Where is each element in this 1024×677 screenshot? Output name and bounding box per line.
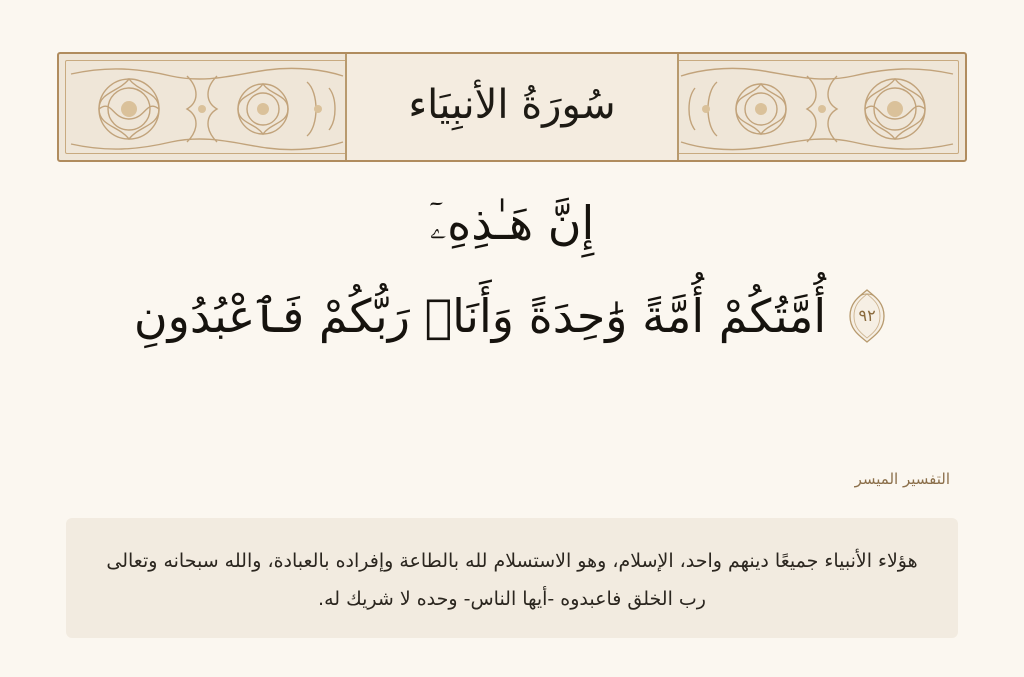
- tafsir-box: [66, 518, 958, 638]
- surah-title-panel: [345, 54, 679, 160]
- surah-title: سُورَةُ الأنبِيَاء: [408, 82, 616, 128]
- tafsir-source-label: التفسير الميسر: [854, 470, 950, 488]
- ayah-line-2-row: [60, 283, 964, 350]
- ayah-line-1: إِنَّ هَـٰذِهِۦٓ: [429, 196, 595, 250]
- surah-header-banner: [57, 52, 967, 162]
- arabesque-ornament-right: [677, 62, 957, 156]
- ayah-block: [60, 190, 964, 349]
- arabesque-ornament-left: [67, 62, 347, 156]
- ayah-number-medallion: [844, 288, 890, 344]
- ayah-line-2-text: أُمَّتُكُمْ أُمَّةً وَٰحِدَةً وَأَنَا۠ رَبُّكُمْ فَٱعْبُدُونِ: [133, 288, 827, 343]
- tafsir-text: هؤلاء الأنبياء جميعًا دينهم واحد، الإسلام، وهو الاستسلام لله بالطاعة وإفراده بالعبادة، والله سبحانه وتعالى رب الخلق فاعبدوه -أيها الناس- وحده لا شريك له.: [106, 550, 918, 610]
- ayah-number: ٩٢: [858, 306, 876, 326]
